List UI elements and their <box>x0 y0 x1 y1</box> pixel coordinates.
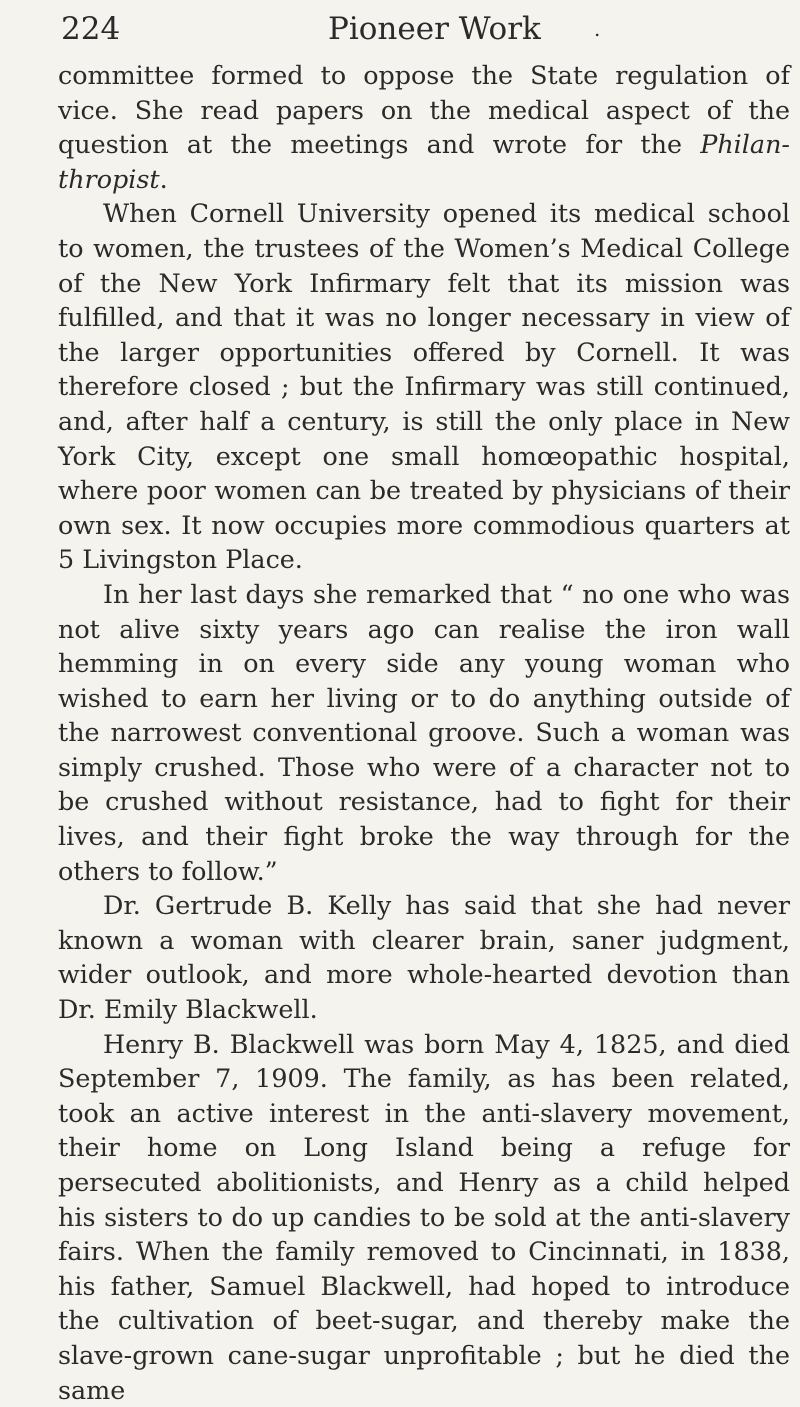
page-header <box>58 0 790 58</box>
body-text <box>58 58 790 1407</box>
paragraph-quote: In her last days she remarked that “ no one who was not alive sixty years ago can realise the iron wall hemming in on every side any young woman who wished to earn her living or to do anything outside of the narrowest conventional groove. Such a woman was simply crushed. Those who were of a character not to be crushed without resistance, had to fight for their lives, and their fight broke the way through for the others to follow.” <box>58 578 790 886</box>
paragraph-text-end: . <box>159 163 168 194</box>
header-mark: . <box>594 17 601 41</box>
paragraph-kelly: Dr. Gertrude B. Kelly has said that she had never known a woman with clearer brain, saner judgment, wider outlook, and more whole-hearted devotion than Dr. Emily Blackwell. <box>58 890 790 1025</box>
paragraph-henry-blackwell: Henry B. Blackwell was born May 4, 1825, and died September 7, 1909. The family, as has been related, took an active interest in the anti-slavery movement, their home on Long Island being a refuge for persecuted abolitionists, and Henry as a child helped his sisters to do up candies to be sold at the anti-slavery fairs. When the family removed to Cincinnati, in 1838, his father, Samuel Blackwell, had hoped to introduce the cultivation of beet-sugar, and thereby make the slave-grown cane-sugar unprofitable ; but he died the same <box>58 1028 790 1405</box>
running-title: Pioneer Work <box>328 11 541 47</box>
paragraph-continuation <box>58 58 790 196</box>
paragraph-cornell: When Cornell University opened its medical school to women, the trustees of the Women’s Medical College of the New York Infirmary felt that its mission was fulfilled, and that it was no longer necessary in view of the larger opportunities offered by Cornell. It was therefore closed ; but the Infirmary was still continued, and, after half a century, is still the only place in New York City, except one small homœopathic hospital, where poor women can be treated by physicians of their own sex. It now occupies more commodious quarters at 5 Livingston Place. <box>58 198 790 575</box>
book-page <box>58 0 790 1407</box>
paragraph-text: committee formed to oppose the State regulation of vice. She read papers on the medical aspect of the question at the meetings and wrote for the <box>58 60 790 160</box>
italic-title: Philan-thropist <box>58 129 790 194</box>
page-number: 224 <box>61 11 121 47</box>
